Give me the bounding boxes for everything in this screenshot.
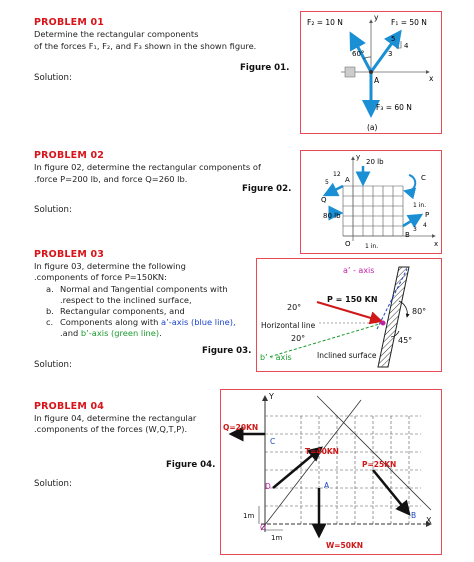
figure-1-box [300, 11, 442, 134]
x-axis-label: X [426, 516, 432, 525]
item-c-marker: c. [46, 317, 54, 327]
point-c-label: C [270, 437, 276, 446]
item-a-marker: a. [46, 284, 54, 294]
point-d-label: D [265, 482, 271, 491]
inclined-surface-label: Inclined surface [317, 351, 377, 360]
slope-5-label: 5 [391, 35, 396, 43]
point-b-label: B [411, 511, 417, 520]
slope-4-label: 4 [423, 222, 427, 229]
line-of-action-t [261, 400, 361, 530]
figure-1-label: Figure 01. [240, 63, 290, 73]
f1-label: F₁ = 50 N [391, 18, 427, 27]
angle-20-top-label: 20° [287, 303, 302, 312]
grid [343, 186, 403, 236]
application-point [381, 321, 386, 326]
w-label: W=50KN [326, 541, 364, 550]
q-label: Q=20KN [223, 423, 259, 432]
figure-2-label: Figure 02. [242, 184, 292, 194]
figure-2-box [300, 150, 442, 254]
item-b-line-1: Rectangular components, and [60, 306, 185, 316]
p-label: P [425, 211, 430, 219]
f3-label: F₃ = 60 N [376, 103, 412, 112]
force-f1-arrow [371, 32, 400, 72]
angle-45-label: 45° [398, 336, 413, 345]
force-20lb-label: 20 lb [366, 158, 384, 166]
figure-2-diagram [301, 151, 441, 253]
figure-3-diagram [257, 259, 441, 371]
o-label: O [345, 240, 351, 248]
a-label: A [374, 76, 380, 85]
x-axis-label: x [434, 240, 439, 248]
y-axis-label: y [374, 13, 379, 22]
item-c-line-1: Components along with a’-axis (blue line), [60, 317, 236, 327]
f2-label: F₂ = 10 N [307, 18, 343, 27]
problem-2-line-2: .force P=200 lb, and force Q=260 lb. [34, 174, 188, 184]
slope-3-label: 3 [388, 50, 393, 58]
a-axis-label: a’ - axis [343, 266, 375, 275]
t-label: T=40KN [305, 447, 339, 456]
y-axis-label: y [356, 153, 361, 161]
problem-2-title: PROBLEM 02 [34, 150, 105, 161]
a-label: A [345, 176, 350, 184]
slope-5-label: 5 [325, 179, 329, 186]
problem-4-title: PROBLEM 04 [34, 401, 105, 412]
slope-12-label: 12 [333, 171, 341, 178]
dim-1m-vertical-label: 1m [243, 512, 255, 520]
figure-3-label: Figure 03. [202, 346, 252, 356]
problem-1-line-1: Determine the rectangular components [34, 29, 199, 39]
figure-3-box [256, 258, 442, 372]
y-axis-label: Y [269, 392, 274, 401]
problem-3-title: PROBLEM 03 [34, 249, 105, 260]
figure-4-box [220, 389, 442, 555]
item-b-marker: b. [46, 306, 54, 316]
angle-60-label: 60° [352, 50, 365, 58]
x-axis-label: x [429, 74, 434, 83]
support-block [345, 67, 355, 77]
problem-2-solution-label: Solution: [34, 205, 72, 215]
item-a-line-2: .respect to the inclined surface, [60, 295, 192, 305]
problem-4-line-1: In figure 04, determine the rectangular [34, 413, 197, 423]
slope-triangle [396, 41, 401, 48]
horizontal-line-label: Horizontal line [261, 321, 316, 330]
problem-3-line-1: In figure 03, determine the following [34, 261, 186, 271]
c-label: C [421, 174, 426, 182]
a-axis-inline: a’-axis (blue line), [161, 317, 236, 327]
figure-1-diagram [301, 12, 441, 133]
angle-20-bottom-label: 20° [291, 334, 306, 343]
problem-1-line-2: of the forces F₁, F₂, and F₃ shown in the shown figure. [34, 41, 257, 51]
item-a-line-1: Normal and Tangential components with [60, 284, 228, 294]
problem-4-line-2: .components of the forces (W,Q,T,P). [34, 424, 188, 434]
grid [265, 416, 421, 524]
figure-4-diagram [221, 390, 441, 554]
force-p-label: P = 150 KN [327, 295, 378, 304]
dim-1m-horizontal-label: 1m [271, 534, 283, 542]
figure-4-label: Figure 04. [166, 460, 216, 470]
problem-4-solution-label: Solution: [34, 479, 72, 489]
problem-1-solution-label: Solution: [34, 73, 72, 83]
force-p-arrow [403, 215, 421, 226]
problem-3-solution-label: Solution: [34, 360, 72, 370]
p-label: P=25KN [362, 460, 397, 469]
q-label: Q [321, 196, 327, 204]
angle-80-label: 80° [412, 307, 427, 316]
origin-o-label: O [260, 523, 266, 532]
slope-3-label: 3 [413, 226, 417, 233]
force-80lb-label: 80 lb [323, 212, 341, 220]
inclined-surface-wall [378, 267, 409, 367]
figure-1-caption: (a) [367, 123, 378, 132]
dim-1in-bottom-label: 1 in. [365, 243, 379, 250]
dim-1in-label: 1 in. [413, 202, 427, 209]
item-c-line-2: .and b’-axis (green line). [60, 328, 162, 338]
point-a [369, 70, 373, 74]
b-label: B [405, 231, 410, 239]
slope-4-label: 4 [404, 42, 409, 50]
force-p-arrow [317, 302, 381, 321]
force-q-arrow [325, 186, 343, 195]
b-axis-inline: b’-axis (green line) [80, 328, 160, 338]
problem-1-title: PROBLEM 01 [34, 17, 105, 28]
couple-c-arrow [405, 175, 415, 191]
b-axis-label: b’ - axis [260, 353, 292, 362]
problem-2-line-1: In figure 02, determine the rectangular components of [34, 162, 261, 172]
problem-3-line-2: .components of force P=150KN: [34, 272, 167, 282]
point-a-label: A [324, 481, 330, 490]
